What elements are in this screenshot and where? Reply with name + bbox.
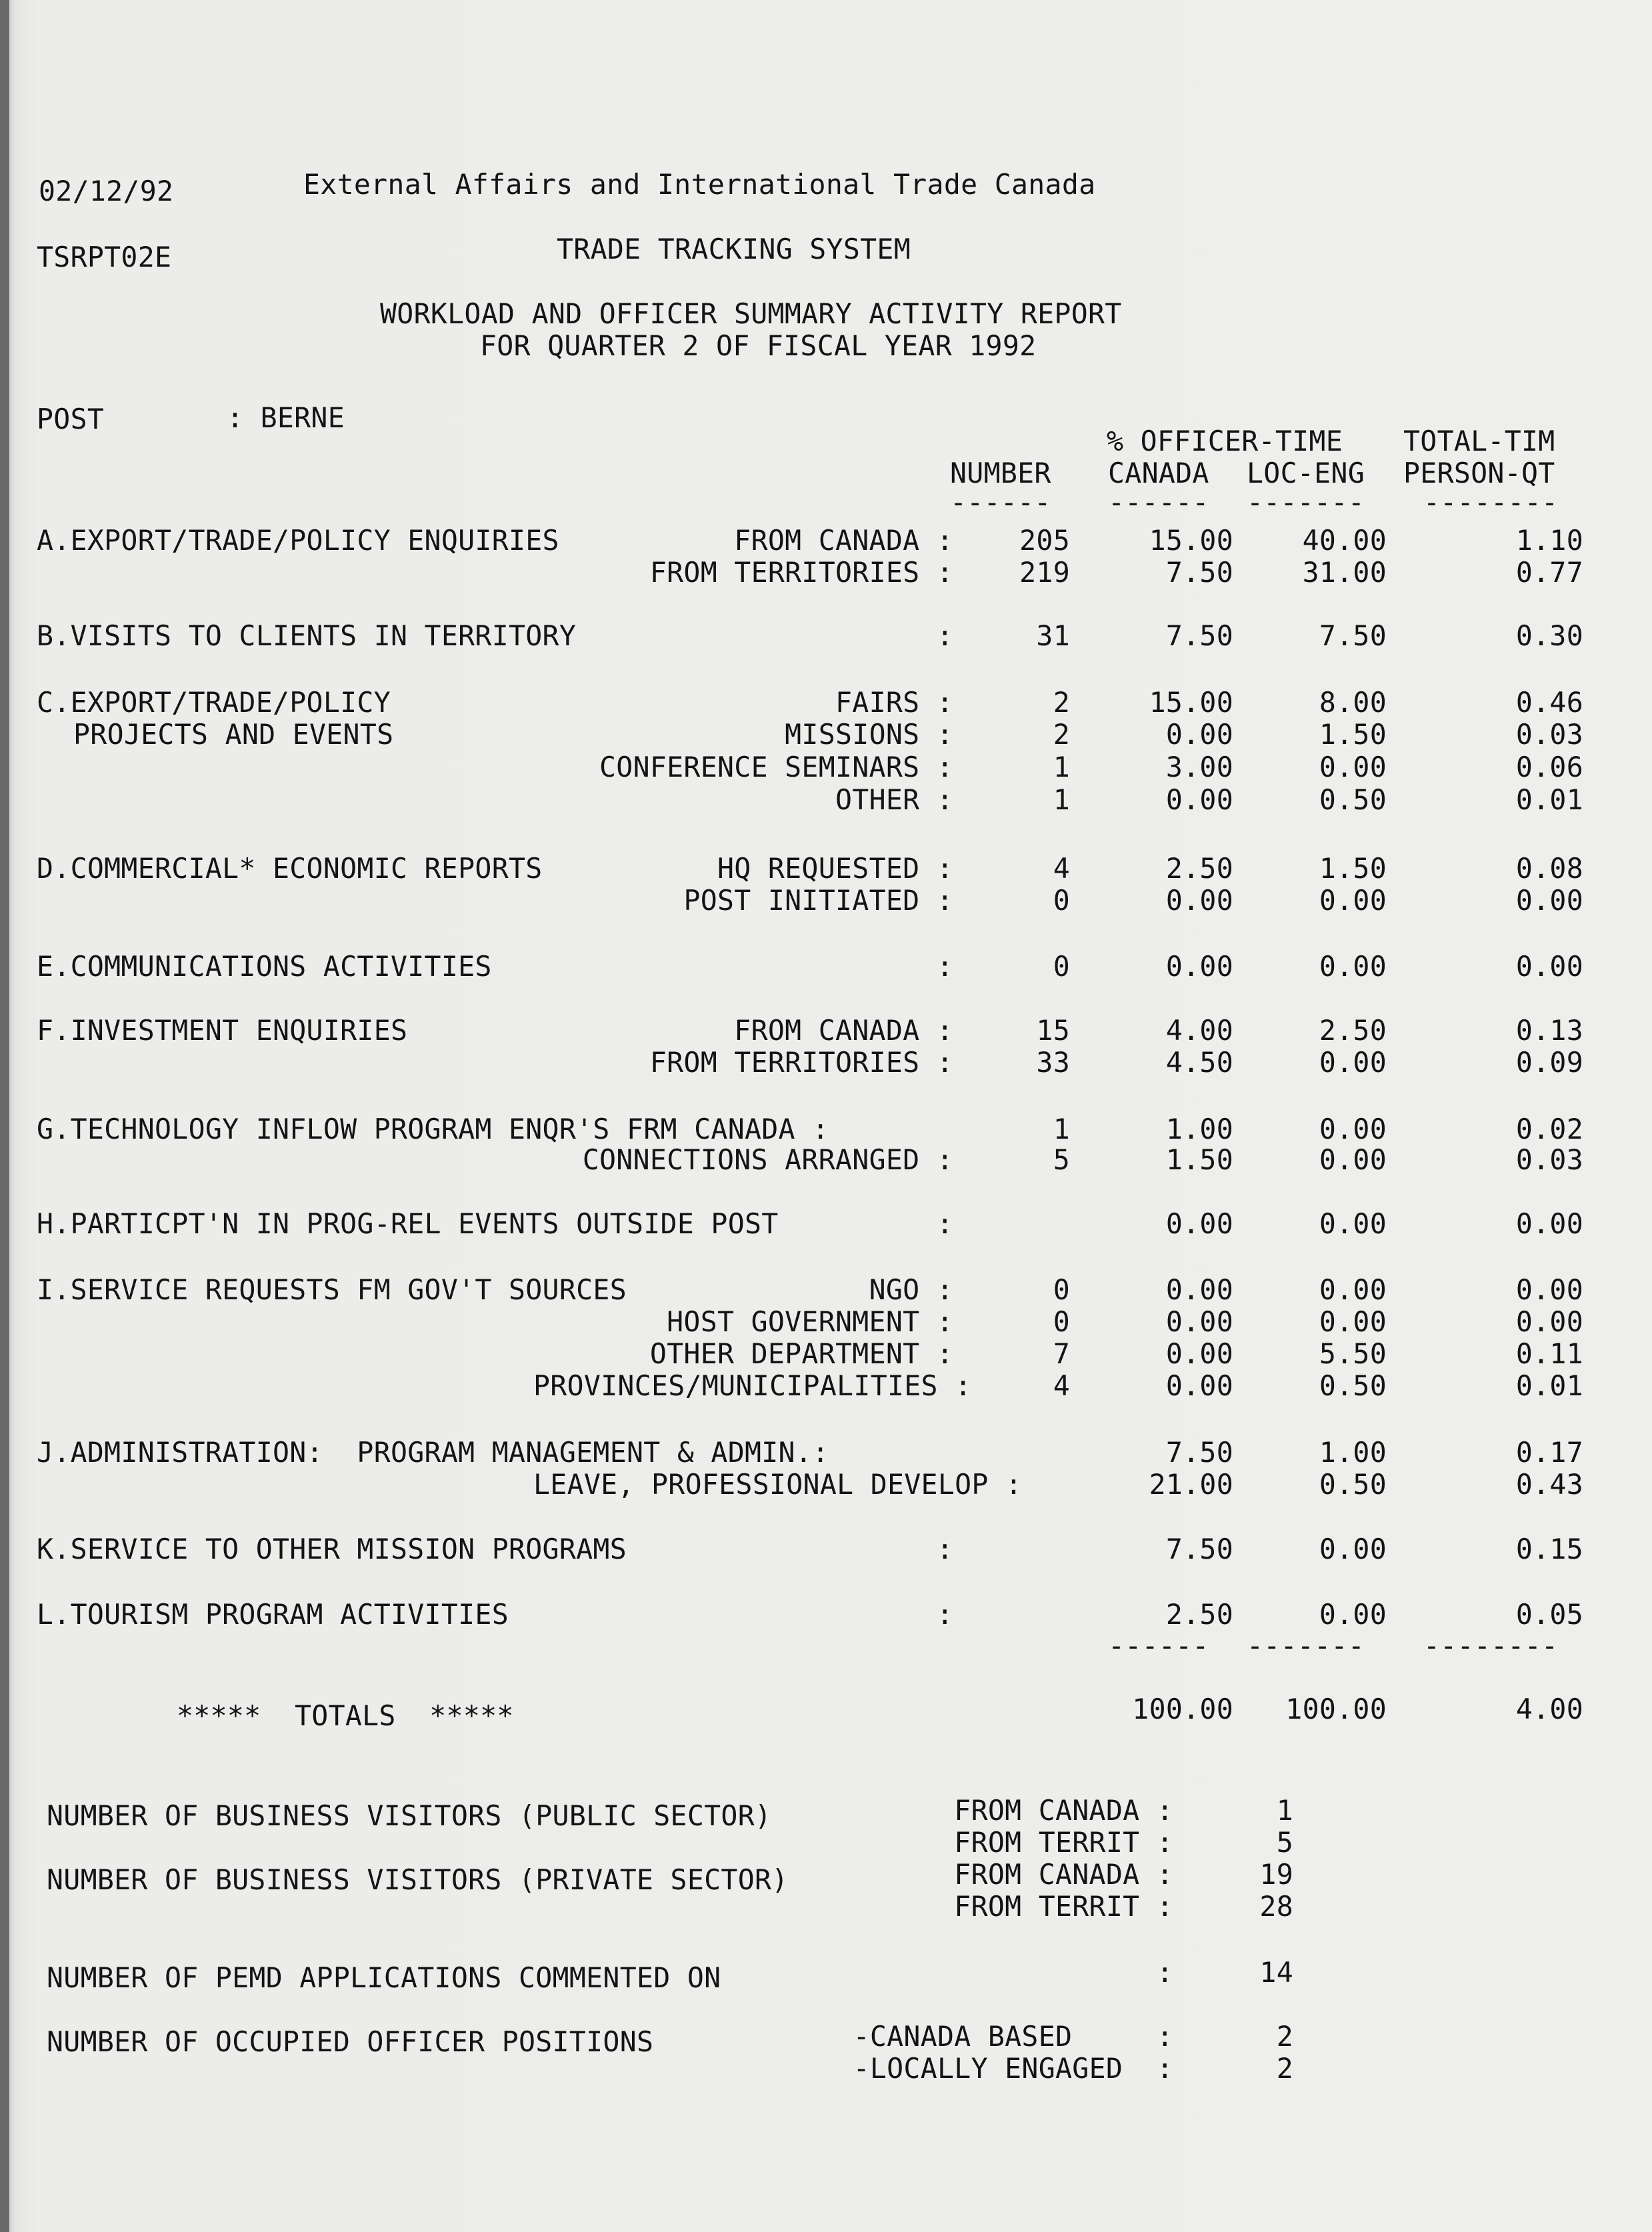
row-sub-label: HQ REQUESTED :: [717, 852, 953, 885]
row-section-label: E.COMMUNICATIONS ACTIVITIES: [37, 950, 492, 983]
row-person-qt: 1.10: [1515, 524, 1583, 557]
report-code: TSRPT02E: [37, 241, 172, 273]
row-number: 15: [1036, 1014, 1070, 1047]
row-canada: 7.50: [1165, 556, 1233, 589]
row-canada: 21.00: [1149, 1468, 1233, 1501]
row-canada: 7.50: [1165, 1533, 1233, 1565]
row-person-qt: 0.11: [1515, 1337, 1583, 1370]
row-loc-eng: 1.50: [1319, 852, 1387, 885]
row-person-qt: 0.00: [1515, 1305, 1583, 1338]
canada-header: CANADA: [1108, 457, 1209, 489]
row-canada: 0.00: [1165, 1337, 1233, 1370]
row-person-qt: 0.17: [1515, 1436, 1583, 1469]
footer-sub-label: FROM TERRIT :: [954, 1890, 1173, 1923]
footer-value: 2: [1276, 2020, 1293, 2053]
row-sub-label: :: [936, 1598, 953, 1631]
row-sub-label: OTHER :: [835, 783, 953, 816]
row-canada: 7.50: [1165, 619, 1233, 652]
row-section-label: PROJECTS AND EVENTS: [73, 718, 394, 751]
footer-sub-label: :: [1156, 1956, 1173, 1989]
row-loc-eng: 0.00: [1319, 1113, 1387, 1145]
row-number: 1: [1053, 783, 1070, 816]
row-number: 31: [1036, 619, 1070, 652]
post-label: POST: [37, 403, 105, 435]
row-canada: 0.00: [1165, 1369, 1233, 1402]
row-sub-label: CONFERENCE SEMINARS :: [599, 751, 953, 783]
loc-eng-rule: -------: [1247, 486, 1365, 519]
row-person-qt: 0.01: [1515, 1369, 1583, 1402]
footer-label: NUMBER OF BUSINESS VISITORS (PUBLIC SECTOR): [47, 1799, 772, 1832]
row-number: 1: [1053, 751, 1070, 783]
row-number: 2: [1053, 718, 1070, 751]
footer-label: NUMBER OF PEMD APPLICATIONS COMMENTED ON: [47, 1961, 721, 1994]
row-loc-eng: 0.00: [1319, 1305, 1387, 1338]
post-value: : BERNE: [227, 401, 345, 434]
row-number: 7: [1053, 1337, 1070, 1370]
row-section-label: G.TECHNOLOGY INFLOW PROGRAM ENQR'S FRM CANADA :: [37, 1113, 829, 1145]
row-loc-eng: 0.00: [1319, 1533, 1387, 1565]
loc-eng-header: LOC-ENG: [1247, 457, 1365, 489]
row-loc-eng: 0.00: [1319, 1143, 1387, 1176]
row-canada: 15.00: [1149, 686, 1233, 719]
row-person-qt: 0.02: [1515, 1113, 1583, 1145]
row-person-qt: 0.13: [1515, 1014, 1583, 1047]
row-person-qt: 0.09: [1515, 1046, 1583, 1079]
row-loc-eng: 0.00: [1319, 950, 1387, 983]
footer-label: NUMBER OF BUSINESS VISITORS (PRIVATE SECTOR): [47, 1863, 789, 1896]
row-sub-label: FROM TERRITORIES :: [649, 1046, 953, 1079]
row-canada: 2.50: [1165, 852, 1233, 885]
row-canada: 0.00: [1165, 884, 1233, 917]
row-number: 2: [1053, 686, 1070, 719]
row-sub-label: :: [936, 1533, 953, 1565]
organization-name: External Affairs and International Trade Canada: [303, 168, 1096, 201]
row-sub-label: CONNECTIONS ARRANGED :: [582, 1143, 953, 1176]
totals-loc-eng: 100.00: [1285, 1693, 1387, 1725]
row-number: 0: [1053, 884, 1070, 917]
row-person-qt: 0.05: [1515, 1598, 1583, 1631]
footer-sub-label: FROM CANADA :: [954, 1794, 1173, 1827]
footer-sub-label: FROM TERRIT :: [954, 1826, 1173, 1859]
row-loc-eng: 0.50: [1319, 1468, 1387, 1501]
totals-canada-rule: ------: [1108, 1629, 1209, 1662]
row-person-qt: 0.08: [1515, 852, 1583, 885]
totals-loc-rule: -------: [1247, 1629, 1365, 1662]
row-loc-eng: 0.00: [1319, 1046, 1387, 1079]
row-section-label: L.TOURISM PROGRAM ACTIVITIES: [37, 1598, 509, 1631]
row-canada: 2.50: [1165, 1598, 1233, 1631]
row-person-qt: 0.03: [1515, 1143, 1583, 1176]
row-number: 33: [1036, 1046, 1070, 1079]
row-loc-eng: 0.50: [1319, 783, 1387, 816]
row-number: 205: [1019, 524, 1070, 557]
row-number: 0: [1053, 1305, 1070, 1338]
row-person-qt: 0.00: [1515, 1273, 1583, 1306]
row-loc-eng: 5.50: [1319, 1337, 1387, 1370]
footer-value: 28: [1259, 1890, 1293, 1923]
row-sub-label: LEAVE, PROFESSIONAL DEVELOP :: [533, 1468, 1023, 1501]
row-loc-eng: 0.00: [1319, 1207, 1387, 1240]
total-time-header-2: PERSON-QT: [1403, 457, 1555, 489]
row-section-label: H.PARTICPT'N IN PROG-REL EVENTS OUTSIDE POST: [37, 1207, 779, 1240]
row-person-qt: 0.77: [1515, 556, 1583, 589]
row-number: 0: [1053, 950, 1070, 983]
row-person-qt: 0.01: [1515, 783, 1583, 816]
row-loc-eng: 0.50: [1319, 1369, 1387, 1402]
footer-value: 2: [1276, 2052, 1293, 2085]
footer-value: 19: [1259, 1858, 1293, 1891]
row-sub-label: FROM TERRITORIES :: [649, 556, 953, 589]
footer-value: 14: [1259, 1956, 1293, 1989]
row-canada: 0.00: [1165, 1273, 1233, 1306]
row-sub-label: NGO :: [869, 1273, 953, 1306]
totals-person-qt: 4.00: [1515, 1693, 1583, 1725]
footer-sub-label: FROM CANADA :: [954, 1858, 1173, 1891]
canada-rule: ------: [1108, 486, 1209, 519]
system-name: TRADE TRACKING SYSTEM: [557, 233, 911, 265]
totals-total-rule: --------: [1423, 1629, 1559, 1662]
row-canada: 3.00: [1165, 751, 1233, 783]
row-canada: 0.00: [1165, 1207, 1233, 1240]
row-person-qt: 0.43: [1515, 1468, 1583, 1501]
row-sub-label: :: [936, 950, 953, 983]
row-section-label: K.SERVICE TO OTHER MISSION PROGRAMS: [37, 1533, 627, 1565]
row-loc-eng: 0.00: [1319, 1273, 1387, 1306]
footer-value: 1: [1276, 1794, 1293, 1827]
footer-sub-label: -LOCALLY ENGAGED :: [853, 2052, 1173, 2085]
totals-label: ***** TOTALS *****: [177, 1699, 514, 1732]
row-section-label: I.SERVICE REQUESTS FM GOV'T SOURCES: [37, 1273, 627, 1306]
row-sub-label: HOST GOVERNMENT :: [667, 1305, 953, 1338]
row-sub-label: FROM CANADA :: [734, 524, 953, 557]
total-time-header-1: TOTAL-TIM: [1403, 425, 1555, 457]
row-loc-eng: 0.00: [1319, 884, 1387, 917]
totals-canada: 100.00: [1132, 1693, 1233, 1725]
report-date: 02/12/92: [39, 175, 174, 207]
number-header: NUMBER: [950, 457, 1051, 489]
officer-time-header: % OFFICER-TIME: [1107, 425, 1343, 457]
row-person-qt: 0.00: [1515, 1207, 1583, 1240]
row-number: 5: [1053, 1143, 1070, 1176]
row-sub-label: FAIRS :: [835, 686, 953, 719]
row-loc-eng: 0.00: [1319, 1598, 1387, 1631]
row-loc-eng: 0.00: [1319, 751, 1387, 783]
row-sub-label: OTHER DEPARTMENT :: [649, 1337, 953, 1370]
row-section-label: J.ADMINISTRATION: PROGRAM MANAGEMENT & ADMIN.:: [37, 1436, 829, 1469]
row-canada: 0.00: [1165, 950, 1233, 983]
row-canada: 1.00: [1165, 1113, 1233, 1145]
footer-value: 5: [1276, 1826, 1293, 1859]
row-loc-eng: 31.00: [1302, 556, 1387, 589]
row-loc-eng: 1.00: [1319, 1436, 1387, 1469]
row-canada: 0.00: [1165, 783, 1233, 816]
row-loc-eng: 8.00: [1319, 686, 1387, 719]
row-section-label: D.COMMERCIAL* ECONOMIC REPORTS: [37, 852, 543, 885]
row-loc-eng: 2.50: [1319, 1014, 1387, 1047]
row-sub-label: :: [936, 1207, 953, 1240]
row-canada: 1.50: [1165, 1143, 1233, 1176]
row-canada: 15.00: [1149, 524, 1233, 557]
row-section-label: B.VISITS TO CLIENTS IN TERRITORY: [37, 619, 577, 652]
row-sub-label: PROVINCES/MUNICIPALITIES :: [533, 1369, 972, 1402]
report-title-line-2: FOR QUARTER 2 OF FISCAL YEAR 1992: [480, 329, 1037, 362]
row-number: 4: [1053, 1369, 1070, 1402]
footer-sub-label: -CANADA BASED :: [853, 2020, 1173, 2053]
row-section-label: C.EXPORT/TRADE/POLICY: [37, 686, 391, 719]
row-number: 219: [1019, 556, 1070, 589]
row-loc-eng: 1.50: [1319, 718, 1387, 751]
row-person-qt: 0.00: [1515, 950, 1583, 983]
row-person-qt: 0.03: [1515, 718, 1583, 751]
row-section-label: A.EXPORT/TRADE/POLICY ENQUIRIES: [37, 524, 559, 557]
row-sub-label: :: [936, 619, 953, 652]
footer-label: NUMBER OF OCCUPIED OFFICER POSITIONS: [47, 2025, 654, 2058]
row-canada: 4.50: [1165, 1046, 1233, 1079]
row-number: 1: [1053, 1113, 1070, 1145]
binder-edge: [0, 0, 9, 2232]
row-loc-eng: 7.50: [1319, 619, 1387, 652]
row-sub-label: MISSIONS :: [785, 718, 953, 751]
number-rule: ------: [950, 486, 1051, 519]
row-person-qt: 0.15: [1515, 1533, 1583, 1565]
row-person-qt: 0.46: [1515, 686, 1583, 719]
row-section-label: F.INVESTMENT ENQUIRIES: [37, 1014, 408, 1047]
report-title-line-1: WORKLOAD AND OFFICER SUMMARY ACTIVITY REPORT: [380, 297, 1122, 330]
row-sub-label: FROM CANADA :: [734, 1014, 953, 1047]
row-number: 4: [1053, 852, 1070, 885]
row-canada: 0.00: [1165, 1305, 1233, 1338]
row-number: 0: [1053, 1273, 1070, 1306]
row-person-qt: 0.06: [1515, 751, 1583, 783]
row-sub-label: POST INITIATED :: [683, 884, 953, 917]
row-person-qt: 0.30: [1515, 619, 1583, 652]
row-canada: 4.00: [1165, 1014, 1233, 1047]
row-loc-eng: 40.00: [1302, 524, 1387, 557]
row-person-qt: 0.00: [1515, 884, 1583, 917]
total-rule: --------: [1423, 486, 1559, 519]
row-canada: 7.50: [1165, 1436, 1233, 1469]
row-canada: 0.00: [1165, 718, 1233, 751]
